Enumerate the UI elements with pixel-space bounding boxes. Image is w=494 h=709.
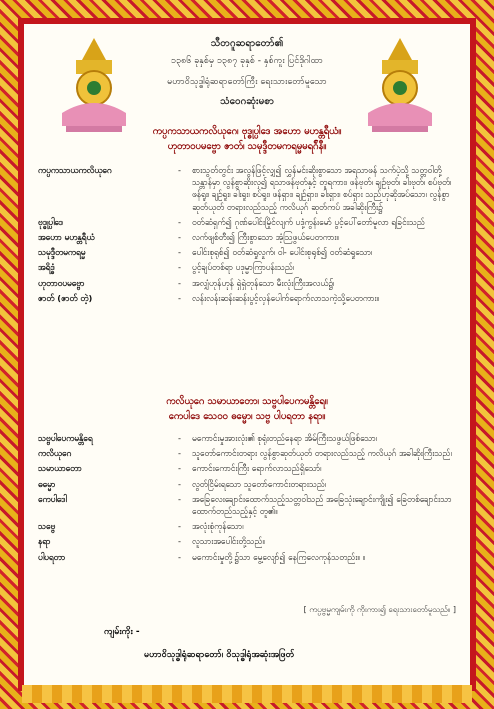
glossary-row: သမုဒ္ဒီတမကရမ္မ - ပေါင်းစုရုစ်၍ ဝတ်ဆံရှုလှုက်၊ ဝါ- ပေါင်းစုရုစ်၍ ဝတ်ဆံရှုသော၊ — [38, 246, 456, 258]
glossary-def: လွတ်ငြိမ်းရသော သူတော်ကောင်းတရားသည်၊ — [192, 478, 327, 489]
glossary-def: အလျှံဟုန်ဟုန် ရှဲရှဲတုန်သော မီးလုံးကြီးအလယ်၌၊ — [192, 277, 335, 288]
glossary-row: ဓမ္မော - လွတ်ငြိမ်းရသော သူတော်ကောင်းတရားသည်၊ — [38, 478, 456, 490]
glossary-def: သူတော်ကောင်းတရား လွန်စွာဆုတ်ယုတ် တရားလည်သည့် ကလိယုဂ် အခါဆိုးကြီးသည်၊ — [192, 448, 452, 459]
header-line-4: သံဝေဂဆုံးမစာ — [219, 96, 275, 107]
glossary-term: ကေပါဒေါ — [38, 493, 67, 504]
glossary-term: သမာယာတော — [38, 463, 82, 474]
paper — [24, 24, 470, 685]
glossary-term: ကပ္ပကသာယကလိယုဂေ — [38, 165, 112, 175]
glossary-def: လက်ဖျစ်တီး၍ ကြီးစွာသော အံ့ဩဖွယ်ပေတကား။ — [192, 232, 339, 243]
glossary-def: စားသွတ်တွင်း အလွန်ဖြင့်လျှ၍ လွှန်မင်းဆိုးစွာသော အရသာဖန် သက်ပဲ့သို့ သတ္တဝါတို့သန္တာန်မှာ လွန်စွာဆိုးလှ၍ ရသာဖန်ဗုတ်နှင့် တူရကား၊ ဖန်ဗုတ်၊ ချဉ်ဗုတ်၊ ခါးဗုတ်၊ စပ်ဗုတ်၊ ဖန်ရူး၊ ချဉ်ရူး၊ ခါးရူး၊ စပ်ရူး၊ ဖန်ရှား၊ ချဉ်ရှား၊ ခါးရှား၊ စပ်ရှား သည်ဟုဆိုအပ်သော၊ လွန်စွာဆုတ်ယုတ် တရားလည်သည့် ကလိယုဂ် ဆုတ်ကပ် အခါဆိုးကြီး၌ — [192, 165, 452, 212]
glossary-def: လန်းလန်းဆန်းဆန်းပွင့်လှန်ပေါက်ရောက်လာသကဲ့သို့ပေတကား။ — [192, 292, 380, 303]
glossary-term: သဗ္ဗေ — [38, 521, 56, 532]
glossary-def: မကောင်းမှုအားလုံး၏ စုရုံးတည်နေရာ အိမ်ကြီးသဖွယ်ဖြစ်သော၊ — [192, 433, 378, 443]
glossary-row: နရာ - လူသားအပေါင်းတို့သည်။ — [38, 535, 456, 547]
glossary-term: ကလိယုဂေ — [38, 448, 72, 459]
section2-title-line2: ကေပါဒေ သေဝဝ ဓမ္မော၊ သဗ္ဗ ပါပရတာ နရာ။ — [168, 411, 326, 422]
glossary-def: ပွင့်ချပ်တစ်ရာ ပဒုမ္မာကြာပန်းသည်၊ — [192, 262, 295, 273]
glossary-row: ကေပါဒေါ - အခြေလေးချောင်းထောက်သည့်သတ္တဝါသည် အခြေသုံးချောင်းကျိုး၍ ခြေတစ်ချောင်းသာ ထောက်တည်သည့်နှင့် တူ၏။ — [38, 493, 456, 517]
signature-text: မဟာဝိသုဒ္ဓါရုံဆရာတော်၊ ဝိသုဒ္ဓါရုံအဆုံးအဖြတ် — [144, 650, 295, 660]
glossary-term: အဟော မဟန္တရီယံ — [38, 232, 95, 243]
glossary-row: ကလိယုဂေ - သူတော်ကောင်းတရား လွန်စွာဆုတ်ယုတ် တရားလည်သည့် ကလိယုဂ် အခါဆိုးကြီးသည်၊ — [38, 447, 456, 459]
glossary-term: နရာ — [38, 536, 51, 547]
glossary-row: သဗ္ဗပါပေကမန္တိရေ - မကောင်းမှုအားလုံး၏ စုရုံးတည်နေရာ အိမ်ကြီးသဖွယ်ဖြစ်သော၊ — [38, 432, 456, 444]
glossary-term: သမုဒ္ဒီတမကရမ္မ — [38, 247, 86, 258]
section2-title-line1: ကလိယုဂေ သမာယာတော၊ သဗ္ဗပါပေကမန္တိရေ။ — [166, 396, 328, 407]
section2-title — [24, 394, 470, 424]
signature-label: ကျမ်းကိုး - — [104, 627, 140, 637]
section1-title — [24, 124, 470, 154]
glossary-def: ဝတ်ဆံရှက်၍ ဂုဏ်ပေါင်းမြိုင်လျက် ပဒုံ့ကွန်းမော် ပွင့်ပေါ်တော်မူလာ ရခြင်းသည် — [192, 216, 425, 227]
glossary-term: သဗ္ဗပါပေကမန္တိရေ — [38, 433, 93, 443]
header-line-2: ၁၃၈၆ ခုနှစ်မှ ၁၃၈၇ ခုနှစ် - နှစ်ကူး ပြင်ဒိုဂါထာ — [171, 56, 323, 66]
glossary-term: ဟုတာဝပမဗ္ဗော — [38, 277, 85, 288]
section2-glossary — [38, 432, 456, 566]
reference-note: [ ကပ္ပဗ္ဗမ္မကျမ်းကို ကိုးကား၍ ရေးသားတော်မူသည်။ ] — [303, 605, 456, 614]
glossary-def: အလုံးစုံကုန်သော၊ — [192, 521, 244, 532]
header-line-1: သီတဂူဆရာတော်၏ — [210, 38, 284, 49]
glossary-row: အရိဒ္ဓံ - ပွင့်ချပ်တစ်ရာ ပဒုမ္မာကြာပန်းသည်၊ — [38, 261, 456, 273]
glossary-row: ဟုတာဝပမဗ္ဗော - အလျှံဟုန်ဟုန် ရှဲရှဲတုန်သော မီးလုံးကြီးအလယ်၌၊ — [38, 277, 456, 289]
glossary-row: ဇာတ် (ဇာတ် တဲ့) - လန်းလန်းဆန်းဆန်းပွင့်လှန်ပေါက်ရောက်လာသကဲ့သို့ပေတကား။ — [38, 292, 456, 304]
glossary-def: အခြေလေးချောင်းထောက်သည့်သတ္တဝါသည် အခြေသုံးချောင်းကျိုး၍ ခြေတစ်ချောင်းသာ ထောက်တည်သည့်နှင့် တူ၏။ — [192, 493, 452, 517]
glossary-def: မကောင်းမှုတို့၌သာ မွေ့လျော်၍ နေကြလေကုန်သတည်း။ ။ — [192, 551, 366, 562]
glossary-term: ဓမ္မော — [38, 478, 56, 489]
glossary-row: သမာယာတော - ကောင်းကောင်းကြီး ရောက်လာသည်ရှိသော်၊ — [38, 462, 456, 474]
header-line-3: မဟာဝိသုဒ္ဓါရုံဆရာတော်ကြီး ရေးသားတော်မူသော — [167, 77, 327, 87]
glossary-def: လူသားအပေါင်းတို့သည်။ — [192, 536, 265, 547]
glossary-term: ဇာတ် (ဇာတ် တဲ့) — [38, 292, 93, 303]
glossary-row: အဟော မဟန္တရီယံ - လက်ဖျစ်တီး၍ ကြီးစွာသော အံ့ဩဖွယ်ပေတကား။ — [38, 231, 456, 243]
glossary-row: ဗုဒ္ဓုပ္ပါဒေ - ဝတ်ဆံရှက်၍ ဂုဏ်ပေါင်းမြိုင်လျက် ပဒုံ့ကွန်းမော် ပွင့်ပေါ်တော်မူလာ ရခြင်းသည် — [38, 216, 456, 228]
section1-title-line1: ကပ္ပကသာယကလိယုဂေ၊ ဗုဒ္ဓုပ္ပါဒေ အဟော မဟန္တရီယံ။ — [152, 126, 342, 137]
glossary-def: ပေါင်းစုရုစ်၍ ဝတ်ဆံရှုလှုက်၊ ဝါ- ပေါင်းစုရုစ်၍ ဝတ်ဆံရှုသော၊ — [192, 247, 373, 258]
glossary-def: ကောင်းကောင်းကြီး ရောက်လာသည်ရှိသော်၊ — [192, 463, 322, 474]
section1-glossary — [38, 164, 456, 307]
glossary-row: သဗ္ဗေ - အလုံးစုံကုန်သော၊ — [38, 520, 456, 532]
glossary-term: ဗုဒ္ဓုပ္ပါဒေ — [38, 216, 63, 227]
glossary-row: ပါပရတာ - မကောင်းမှုတို့၌သာ မွေ့လျော်၍ နေကြလေကုန်သတည်း။ ။ — [38, 551, 456, 563]
lotus-border-strip — [22, 685, 472, 703]
glossary-term: ပါပရတာ — [38, 551, 66, 562]
section1-title-line2: ဟုတာဝပမဗ္ဗော ဇာတ်၊ သမုဒ္ဒီတမကရမ္မမရဂ်ိနီ။ — [167, 141, 327, 152]
glossary-term: အရိဒ္ဓံ — [38, 262, 55, 273]
glossary-row: ကပ္ပကသာယကလိယုဂေ - စားသွတ်တွင်း အလွန်ဖြင့်လျှ၍ လွှန်မင်းဆိုးစွာသော အရသာဖန် သက်ပဲ့သို့ သတ္တဝါတို့သန္တာန်မှာ လွန်စွာဆိုးလှ၍ ရသာဖန်ဗုတ်နှင့် တူရကား၊ ဖန်ဗုတ်၊ ချဉ်ဗုတ်၊ ခါးဗုတ်၊ စပ်ဗုတ်၊ ဖန်ရူး၊ ချဉ်ရူး၊ ခါးရူး၊ စပ်ရူး၊ ဖန်ရှား၊ ချဉ်ရှား၊ ခါးရှား၊ စပ်ရှား သည်ဟုဆိုအပ်သော၊ လွန်စွာဆုတ်ယုတ် တရားလည်သည့် ကလိယုဂ် ဆုတ်ကပ် အခါဆိုးကြီး၌ — [38, 164, 456, 213]
